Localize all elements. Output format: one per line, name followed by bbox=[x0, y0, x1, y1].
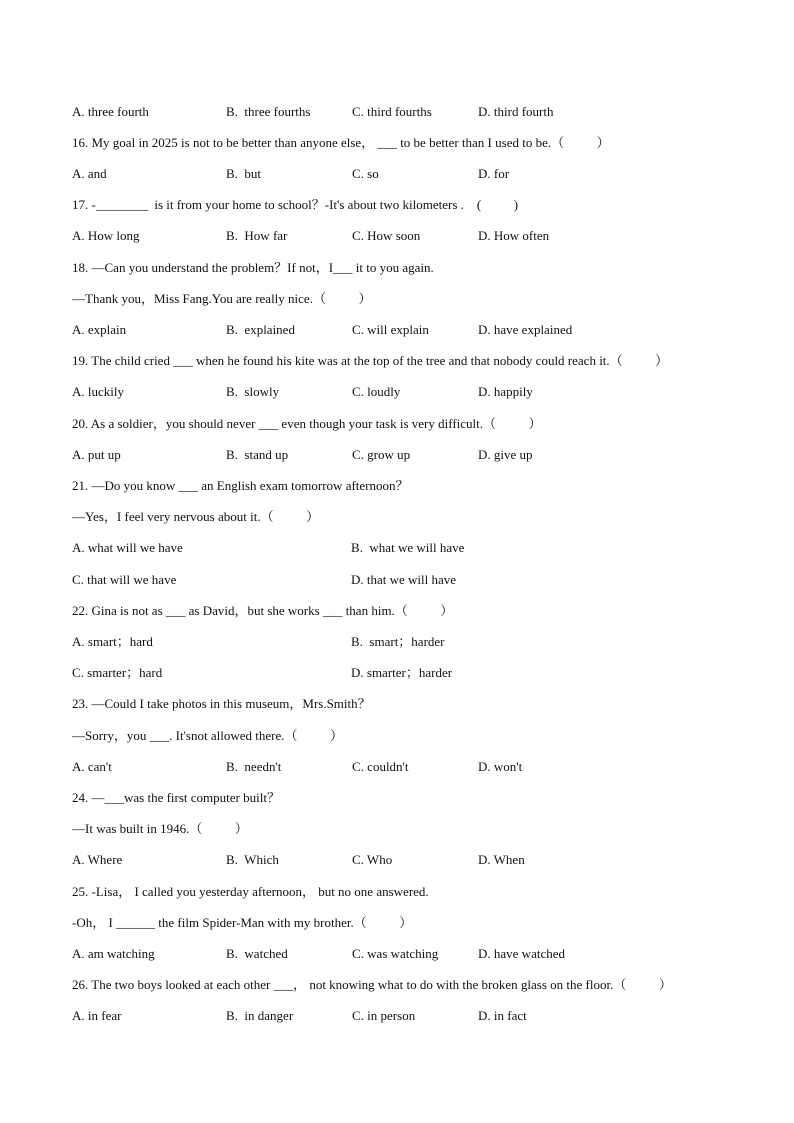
option-d: D. have explained bbox=[478, 322, 573, 337]
option-a: A. Where bbox=[72, 852, 123, 867]
option-a: A. in fear bbox=[72, 1008, 122, 1023]
option-c: C. was watching bbox=[352, 946, 439, 961]
question-26-stem: 26. The two boys looked at each other ___， not knowing what to do with the broken glass on the floor.（ ） bbox=[72, 977, 672, 992]
option-c: C. in person bbox=[352, 1008, 416, 1023]
question-16-stem: 16. My goal in 2025 is not to be better than anyone else， ___ to be better than I used to be.（ ） bbox=[72, 135, 610, 150]
question-17-stem: 17. -________ is it from your home to school？-It's about two kilometers . ( ) bbox=[72, 197, 519, 212]
option-d: D. that we will have bbox=[351, 572, 457, 587]
option-a: A. explain bbox=[72, 322, 127, 337]
question-24-reply: —It was built in 1946.（ ） bbox=[72, 821, 248, 836]
question-22-stem: 22. Gina is not as ___ as David，but she works ___ than him.（ ） bbox=[72, 603, 454, 618]
option-a: A. what will we have bbox=[72, 540, 183, 555]
option-b: B. Which bbox=[226, 852, 279, 867]
option-a: A. put up bbox=[72, 447, 121, 462]
option-c: C. so bbox=[352, 166, 379, 181]
option-d: D. have watched bbox=[478, 946, 565, 961]
option-d: D. for bbox=[478, 166, 510, 181]
question-23-stem: 23. —Could I take photos in this museum，Mrs.Smith？ bbox=[72, 696, 371, 711]
option-a: A. smart；hard bbox=[72, 634, 153, 649]
option-c: C. couldn't bbox=[352, 759, 409, 774]
option-a: A. and bbox=[72, 166, 107, 181]
option-d: D. give up bbox=[478, 447, 533, 462]
question-25-stem: 25. -Lisa， I called you yesterday afternoon， but no one answered. bbox=[72, 884, 429, 899]
option-b: B. in danger bbox=[226, 1008, 294, 1023]
option-c: C. smarter；hard bbox=[72, 665, 163, 680]
option-b: B. needn't bbox=[226, 759, 282, 774]
option-b: B. explained bbox=[226, 322, 295, 337]
option-b: B. but bbox=[226, 166, 262, 181]
option-b: B. three fourths bbox=[226, 104, 311, 119]
option-b: B. smart；harder bbox=[351, 634, 445, 649]
question-21-stem: 21. —Do you know ___ an English exam tomorrow afternoon？ bbox=[72, 478, 409, 493]
option-d: D. third fourth bbox=[478, 104, 554, 119]
option-c: C. third fourths bbox=[352, 104, 432, 119]
question-18-reply: —Thank you，Miss Fang.You are really nice.（ ） bbox=[72, 291, 372, 306]
option-c: C. How soon bbox=[352, 228, 421, 243]
option-d: D. won't bbox=[478, 759, 523, 774]
option-c: C. Who bbox=[352, 852, 393, 867]
option-a: A. How long bbox=[72, 228, 140, 243]
option-d: D. smarter；harder bbox=[351, 665, 453, 680]
option-d: D. How often bbox=[478, 228, 550, 243]
question-19-stem: 19. The child cried ___ when he found his kite was at the top of the tree and that nobody could reach it.（ ） bbox=[72, 353, 669, 368]
option-d: D. in fact bbox=[478, 1008, 527, 1023]
option-c: C. that will we have bbox=[72, 572, 177, 587]
option-b: B. slowly bbox=[226, 384, 280, 399]
question-20-stem: 20. As a soldier，you should never ___ even though your task is very difficult.（ ） bbox=[72, 416, 542, 431]
option-c: C. grow up bbox=[352, 447, 411, 462]
question-24-stem: 24. —___was the first computer built？ bbox=[72, 790, 280, 805]
option-b: B. what we will have bbox=[351, 540, 465, 555]
option-b: B. stand up bbox=[226, 447, 289, 462]
question-21-reply: —Yes，I feel very nervous about it.（ ） bbox=[72, 509, 320, 524]
option-a: A. am watching bbox=[72, 946, 155, 961]
option-d: D. happily bbox=[478, 384, 533, 399]
option-c: C. will explain bbox=[352, 322, 429, 337]
option-d: D. When bbox=[478, 852, 525, 867]
question-25-reply: -Oh， I ______ the film Spider-Man with my brother.（ ） bbox=[72, 915, 413, 930]
option-c: C. loudly bbox=[352, 384, 401, 399]
option-a: A. luckily bbox=[72, 384, 124, 399]
question-23-reply: —Sorry，you ___. It'snot allowed there.（ ） bbox=[72, 728, 343, 743]
option-a: A. can't bbox=[72, 759, 112, 774]
option-a: A. three fourth bbox=[72, 104, 149, 119]
question-18-stem: 18. —Can you understand the problem？If not，I___ it to you again. bbox=[72, 260, 434, 275]
option-b: B. watched bbox=[226, 946, 288, 961]
option-b: B. How far bbox=[226, 228, 288, 243]
